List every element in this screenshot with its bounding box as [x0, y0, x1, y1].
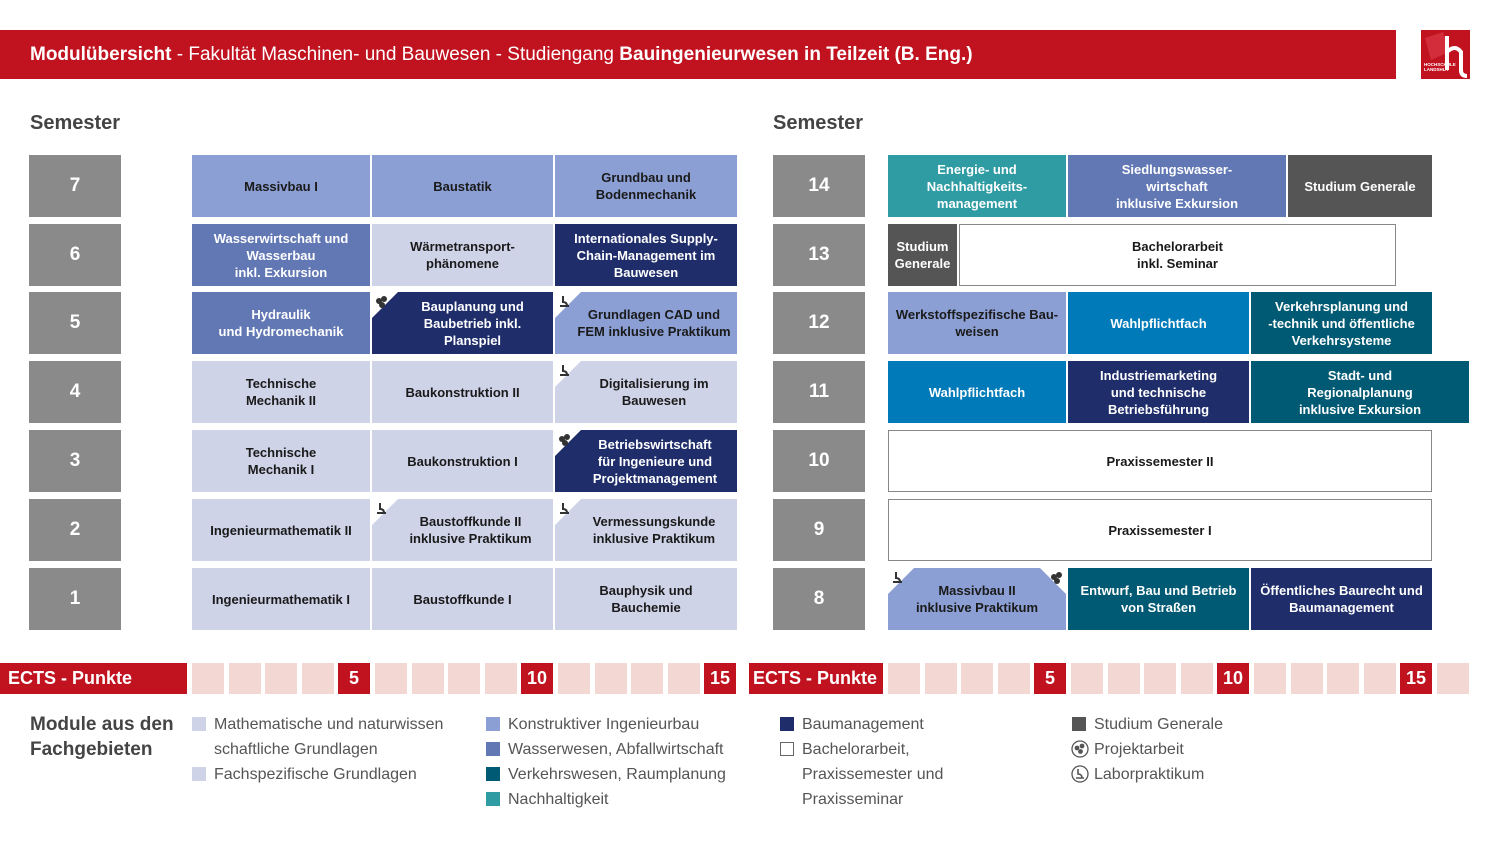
semester-heading-right: Semester — [773, 112, 864, 134]
title-bold-part: Modulübersicht — [30, 44, 172, 65]
module-studium-generale-13[interactable]: Studium Generale — [888, 224, 957, 286]
module-baukonstruktion-2[interactable]: Baukonstruktion II — [372, 361, 553, 423]
ects-cell — [448, 663, 480, 694]
legend-swatch-wasser — [486, 742, 500, 756]
module-digitalisierung[interactable] — [555, 361, 737, 423]
module-strassenbau[interactable]: Entwurf, Bau und Betrieb von Straßen — [1068, 568, 1249, 630]
semester-9: 9 — [773, 499, 865, 561]
ects-cell — [888, 663, 920, 694]
laborpraktikum-icon — [555, 499, 581, 525]
ects-cell — [192, 663, 224, 694]
ects-cell — [265, 663, 297, 694]
title-program-name: Bauingenieurwesen in Teilzeit (B. Eng.) — [619, 44, 973, 65]
laborpraktikum-icon — [372, 499, 398, 525]
legend-verk: Verkehrswesen, Raumplanung — [508, 766, 726, 783]
ects-cell — [1254, 663, 1286, 694]
module-supply-chain[interactable]: Internationales Supply- Chain-Management im Bauwesen — [555, 224, 737, 286]
semester-6: 6 — [29, 224, 121, 286]
legend-fach: Fachspezifische Grundlagen — [214, 766, 417, 783]
ects-cell — [302, 663, 334, 694]
module-technische-mechanik-2[interactable]: Technische Mechanik II — [192, 361, 370, 423]
laborpraktikum-icon — [1071, 765, 1089, 783]
ects-mark-10: 10 — [1217, 663, 1249, 694]
projektarbeit-icon — [1040, 568, 1066, 594]
module-praxissemester-2[interactable]: Praxissemester II — [888, 430, 1432, 492]
module-waermetransport[interactable]: Wärmetransport- phänomene — [372, 224, 553, 286]
module-energie-nachhaltigkeit[interactable]: Energie- und Nachhaltigkeits- management — [888, 155, 1066, 217]
legend-konst: Konstruktiver Ingenieurbau — [508, 716, 700, 733]
module-baustoffkunde-2-label: Baustoffkunde II inklusive Praktikum — [409, 514, 532, 546]
ects-cell — [668, 663, 700, 694]
semester-1: 1 — [29, 568, 121, 630]
legend-swatch-math — [192, 717, 206, 731]
ects-cell — [375, 663, 407, 694]
ects-cell — [1364, 663, 1396, 694]
module-betriebswirtschaft-label: Betriebswirtschaft für Ingenieure und Projektmanagement — [592, 436, 718, 486]
ects-cell — [1071, 663, 1103, 694]
semester-5: 5 — [29, 292, 121, 354]
ects-cell — [631, 663, 663, 694]
ects-mark-5: 5 — [338, 663, 370, 694]
legend-swatch-bach — [780, 742, 794, 756]
projektarbeit-icon — [1071, 740, 1089, 758]
module-siedlungswasserwirtschaft[interactable]: Siedlungswasser- wirtschaft inklusive Exkursion — [1068, 155, 1286, 217]
module-baukonstruktion-1[interactable]: Baukonstruktion I — [372, 430, 553, 492]
semester-3: 3 — [29, 430, 121, 492]
module-vermessungskunde-label: Vermessungskunde inklusive Praktikum — [592, 514, 716, 546]
legend-bach: Bachelorarbeit, Praxissemester und Praxisseminar — [802, 741, 944, 808]
module-baustoffkunde-2[interactable] — [372, 499, 553, 561]
ects-cell — [229, 663, 261, 694]
module-wasserwirtschaft[interactable]: Wasserwirtschaft und Wasserbau inkl. Exkursion — [192, 224, 370, 286]
semester-2: 2 — [29, 499, 121, 561]
module-massivbau-2[interactable] — [888, 568, 1066, 630]
module-massivbau-2-label: Massivbau II inklusive Praktikum — [915, 583, 1039, 615]
ects-mark-15: 15 — [1400, 663, 1432, 694]
module-hydraulik[interactable]: Hydraulik und Hydromechanik — [192, 292, 370, 354]
module-vermessungskunde[interactable] — [555, 499, 737, 561]
semester-4: 4 — [29, 361, 121, 423]
ects-cell — [595, 663, 627, 694]
title-middle-part: - Fakultät Maschinen- und Bauwesen - Studiengang — [171, 44, 620, 65]
ects-cell — [1144, 663, 1176, 694]
legend-nach: Nachhaltigkeit — [508, 791, 609, 808]
legend-wasser: Wasserwesen, Abfallwirtschaft — [508, 741, 724, 758]
ects-cell — [485, 663, 517, 694]
module-grundbau[interactable]: Grundbau und Bodenmechanik — [555, 155, 737, 217]
ects-cell — [1291, 663, 1323, 694]
semester-heading-left: Semester — [30, 112, 121, 134]
legend-title: Module aus den Fachgebieten — [30, 714, 174, 760]
legend-swatch-konst — [486, 717, 500, 731]
legend-math: Mathematische und naturwissen schaftliche Grundlagen — [214, 716, 444, 758]
projektarbeit-icon — [555, 430, 581, 456]
module-betriebswirtschaft[interactable] — [555, 430, 737, 492]
legend-swatch-fach — [192, 767, 206, 781]
legend-proj: Projektarbeit — [1094, 741, 1184, 758]
semester-12: 12 — [773, 292, 865, 354]
module-wahlpflichtfach-12[interactable]: Wahlpflichtfach — [1068, 292, 1249, 354]
module-grundlagen-cad[interactable] — [555, 292, 737, 354]
hochschule-logo — [1421, 30, 1470, 79]
ects-cell — [412, 663, 444, 694]
legend-swatch-bau — [780, 717, 794, 731]
ects-mark-10: 10 — [521, 663, 553, 694]
ects-mark-15: 15 — [704, 663, 736, 694]
legend-swatch-gen — [1072, 717, 1086, 731]
ects-cell — [1327, 663, 1359, 694]
module-werkstoffspezifische-bauweisen[interactable]: Werkstoffspezifische Bau- weisen — [888, 292, 1066, 354]
module-bauphysik[interactable]: Bauphysik und Bauchemie — [555, 568, 737, 630]
page-header — [0, 30, 1396, 79]
legend-swatch-verk — [486, 767, 500, 781]
module-digitalisierung-label: Digitalisierung im Bauwesen — [599, 376, 709, 408]
semester-13: 13 — [773, 224, 865, 286]
projektarbeit-icon — [372, 292, 398, 318]
ects-cell — [1437, 663, 1469, 694]
laborpraktikum-icon — [888, 568, 914, 594]
legend-labor: Laborpraktikum — [1094, 766, 1205, 783]
module-bachelorarbeit[interactable]: Bachelorarbeit inkl. Seminar — [959, 224, 1396, 286]
module-technische-mechanik-1[interactable]: Technische Mechanik I — [192, 430, 370, 492]
ects-cell — [1108, 663, 1140, 694]
ects-label-right: ECTS - Punkte — [749, 663, 883, 694]
module-ingenieurmathematik-2[interactable]: Ingenieurmathematik II — [192, 499, 370, 561]
module-grundlagen-cad-label: Grundlagen CAD und FEM inklusive Praktikum — [577, 307, 731, 339]
ects-cell — [961, 663, 993, 694]
module-bauplanung-label: Bauplanung und Baubetrieb inkl. Planspiel — [421, 298, 524, 348]
legend-bau: Baumanagement — [802, 716, 924, 733]
module-stadtplanung[interactable]: Stadt- und Regionalplanung inklusive Exkursion — [1251, 361, 1469, 423]
module-baustatik[interactable]: Baustatik — [372, 155, 553, 217]
ects-cell — [998, 663, 1030, 694]
module-massivbau-1[interactable]: Massivbau I — [192, 155, 370, 217]
ects-cell — [925, 663, 957, 694]
semester-11: 11 — [773, 361, 865, 423]
module-baustoffkunde-1[interactable]: Baustoffkunde I — [372, 568, 553, 630]
module-industriemarketing[interactable]: Industriemarketing und technische Betriebsführung — [1068, 361, 1249, 423]
module-studium-generale-14[interactable]: Studium Generale — [1288, 155, 1432, 217]
semester-14: 14 — [773, 155, 865, 217]
module-baurecht[interactable]: Öffentliches Baurecht und Baumanagement — [1251, 568, 1432, 630]
semester-8: 8 — [773, 568, 865, 630]
module-wahlpflichtfach-11[interactable]: Wahlpflichtfach — [888, 361, 1066, 423]
legend-swatch-nach — [486, 792, 500, 806]
module-bauplanung[interactable] — [372, 292, 553, 354]
module-ingenieurmathematik-1[interactable]: Ingenieurmathematik I — [192, 568, 370, 630]
logo-line1: HOCHSCHULE — [1424, 62, 1456, 67]
module-verkehrsplanung[interactable]: Verkehrsplanung und -technik und öffentliche Verkehrsysteme — [1251, 292, 1432, 354]
laborpraktikum-icon — [555, 292, 581, 318]
ects-mark-5: 5 — [1034, 663, 1066, 694]
ects-cell — [558, 663, 590, 694]
page-title — [30, 30, 973, 79]
module-praxissemester-1[interactable]: Praxissemester I — [888, 499, 1432, 561]
ects-cell — [1181, 663, 1213, 694]
logo-text — [1424, 62, 1456, 72]
semester-10: 10 — [773, 430, 865, 492]
legend-gen: Studium Generale — [1094, 716, 1223, 733]
laborpraktikum-icon — [555, 361, 581, 387]
logo-line2: LANDSHUT — [1424, 67, 1449, 72]
semester-7: 7 — [29, 155, 121, 217]
ects-label-left: ECTS - Punkte — [0, 663, 187, 694]
